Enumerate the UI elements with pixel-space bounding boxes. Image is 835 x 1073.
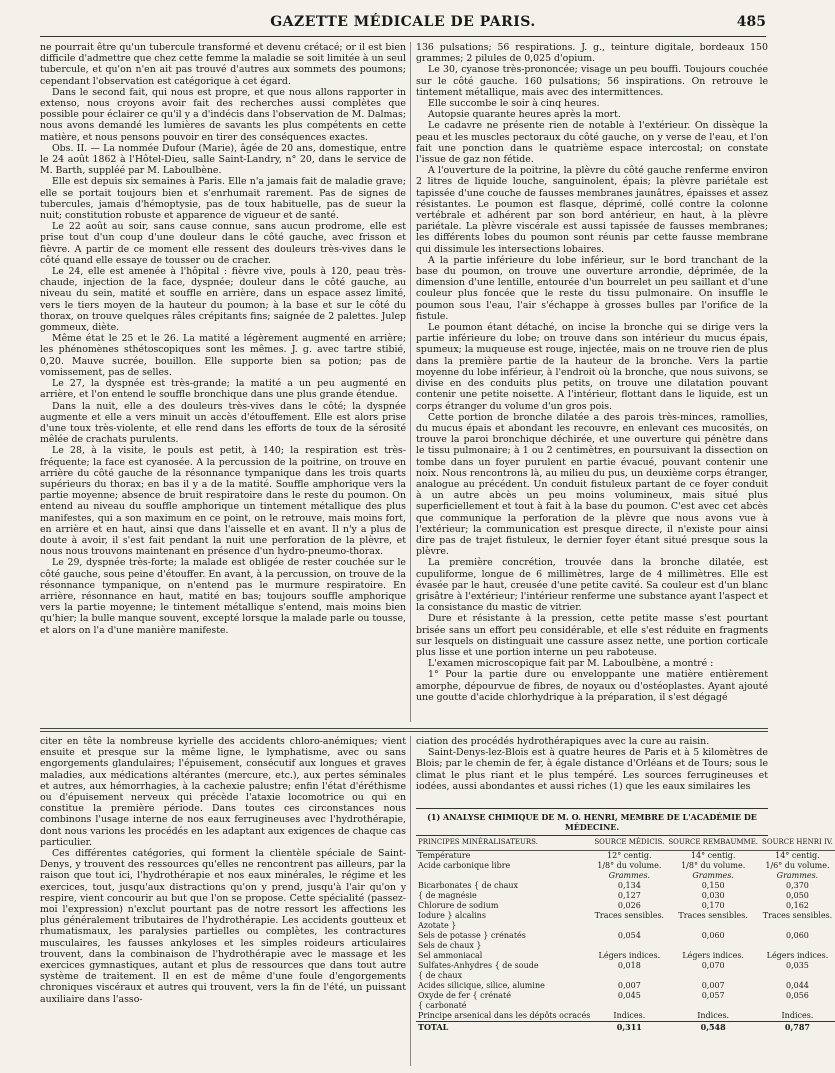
table-cell-value: 0,787 xyxy=(760,1022,835,1033)
table-cell-label: Principe arsenical dans les dépôts ocracés xyxy=(418,1011,591,1020)
paragraph: Le 30, cyanose très-prononcée; visage un peu bouffi. Toujours couchée sur le côté gauche. 160 pulsations; 56 inspirations. On retrouve le tintement métallique, mais avec des intermittences. xyxy=(416,64,768,98)
page-number: 485 xyxy=(736,14,766,30)
table-cell-value: 0,150 xyxy=(701,881,725,890)
table-row xyxy=(416,971,835,981)
table-cell-value: 1/6° du volume. xyxy=(765,861,830,870)
table-cell-value: 0,035 xyxy=(785,961,809,970)
table-row xyxy=(416,861,835,871)
table-cell-value xyxy=(592,1001,666,1011)
column-upper-right xyxy=(416,42,768,722)
paragraph: Le 27, la dyspnée est très-grande; la matité a un peu augmenté en arrière, et l'on entend le souffle bronchique dans une plus grande étendue. xyxy=(40,378,406,401)
column-header: SOURCE HENRI IV. xyxy=(760,838,835,851)
paragraph: A la partie inférieure du lobe inférieur, sur le bord tranchant de la base du poumon, on trouve une ouverture arrondie, déprimée, de la dimension d'une lentille, entourée d'un bourrelet un peu saillant et d'une couleur plus foncée que le reste du tissu pulmonaire. On insuffle le poumon sous l'eau, l'air s'échappe à grosses bulles par l'orifice de la fistule. xyxy=(416,254,768,322)
paragraph: Le 24, elle est amenée à l'hôpital : fièvre vive, pouls à 120, peau très-chaude, injection de la face, dyspnée; douleur dans le côté gauche, au niveau du sein, matité et souffle en arrière, dans un espace assez limité, vers le tiers moyen de la hauteur du poumon; à la base et sur le côté du thorax, on trouve quelques râles crépitants fins; saignée de 2 palettes. Julep gommeux, diète. xyxy=(40,266,406,334)
table-row xyxy=(416,981,835,991)
paragraph: Cette portion de bronche dilatée a des parois très-minces, ramollies, du mucus épais et abondant les recouvre, en enlevant ces mucosités, on trouve la paroi bronchique déchirée, et une ouverture qui pénètre dans le tissu pulmonaire; à 1 ou 2 centimètres, en poursuivant la dissection on tombe dans un foyer purulent en partie évacué, pouvant contenir une noix. Nous rencontrons là, au milieu du pus, un deuxième corps étranger, analogue au précédent. Un conduit fistuleux partant de ce foyer conduit à un autre abcès un peu moins volumineux, mais situé plus superficiellement et tout à fait à la base du poumon. C'est avec cet abcès que communique la perforation de la plèvre que nous avons vue à l'extérieur; la communication est presque directe, il n'existe pour ainsi dire pas de trajet fistuleux, le dernier foyer étant situé presque sous la plèvre. xyxy=(416,411,768,558)
paragraph: ne pourrait être qu'un tubercule transformé et devenu crétacé; or il est bien difficile d'admettre que chez cette femme la maladie se soit limitée à un seul tubercule, et qu'on n'en ait pas trouvé d'autres aux sommets des poumons; cependant l'observation est catégorique à cet égard. xyxy=(40,42,406,87)
table-row xyxy=(416,1011,835,1022)
table-cell-label: { de magnésie xyxy=(418,891,477,900)
table-cell-value: 0,311 xyxy=(592,1022,666,1033)
table-cell-label: Oxyde de fer { crénaté xyxy=(418,991,511,1000)
table-cell-value: Légers indices. xyxy=(766,951,829,960)
table-cell-value: 1/8° du volume. xyxy=(597,861,662,870)
column-lower-left xyxy=(40,736,406,1066)
table-row xyxy=(416,951,835,961)
table-cell-value: 0,057 xyxy=(701,991,725,1000)
table-cell-label: Sulfates-Anhydres { de soude xyxy=(418,961,539,970)
table-cell-value: 14° centig. xyxy=(775,851,820,860)
paragraph: Dure et résistante à la pression, cette petite masse s'est pourtant brisée sans un effort peu considérable, et elle s'est réduite en fragments sur lesquels on distinguait une cassure assez nette, une portion corticale plus lisse et une portion interne un peu raboteuse. xyxy=(416,613,768,658)
table-cell-value: Traces sensibles. xyxy=(762,911,833,920)
table-cell-value xyxy=(666,971,760,981)
table-row xyxy=(416,941,835,951)
table-cell-value xyxy=(592,941,666,951)
paragraph: Le 29, dyspnée très-forte; la malade est obligée de rester couchée sur le côté gauche, sous peine d'étouffer. En avant, à la percussion, on trouve de la résonnance tympanique, on n'entend pas le murmure respiratoire. En arrière, résonnance en haut, matité en bas; toujours souffle amphorique vers la partie moyenne; le tintement métallique s'entend, mais moins bien qu'hier; la bulle manque souvent, excepté lorsque la malade parle ou tousse, et alors on l'a d'une manière manifeste. xyxy=(40,557,406,636)
table-row xyxy=(416,891,835,901)
table-cell-value xyxy=(760,1001,835,1011)
table-cell-value: 0,170 xyxy=(701,901,725,910)
table-row xyxy=(416,901,835,911)
paragraph: 1° Pour la partie dure ou enveloppante une matière entièrement amorphe, dépourvue de fibres, de noyaux ou d'ostéoplastes. Ayant ajouté une goutte d'acide chlorhydrique à la préparation, il s'est dégagé xyxy=(416,669,768,703)
table-row xyxy=(416,851,835,862)
table-cell-label: Température xyxy=(418,851,471,860)
analysis-footnote xyxy=(416,808,833,1066)
paragraph: citer en tête la nombreuse kyrielle des accidents chloro-anémiques; vient ensuite et presque sur la même ligne, le lymphatisme, avec ou sans engorgements glandulaires; l'épuisement, consécutif aux longues et graves maladies, aux médications altérantes (mercure, etc.), aux pertes séminales et autres, aux hémorrhagies, à la cachexie palustre; enfin l'état d'éréthisme ou d'épuisement nerveux qui précède l'ataxie locomotrice ou qui en constitue la première période. Dans toutes ces circonstances nous combinons l'usage interne de nos eaux ferrugineuses avec l'hydrothérapie, dont nous varions les procédés en les adaptant aux exigences de chaque cas particulier. xyxy=(40,736,406,848)
analysis-table xyxy=(416,838,835,1032)
table-row xyxy=(416,871,835,881)
page-header xyxy=(40,14,766,37)
table-cell-value: 0,044 xyxy=(785,981,809,990)
table-row xyxy=(416,881,835,891)
table-row xyxy=(416,921,835,931)
paragraph: Le poumon étant détaché, on incise la bronche qui se dirige vers la partie inférieure du lobe; on trouve dans son intérieur du mucus épais, spumeux; la muqueuse est rouge, injectée, mais on ne trouve rien de plus dans la première partie de la hauteur de la bronche. Vers la partie moyenne du lobe inférieur, à l'endroit où la bronche, que nous suivons, se divise en des conduits plus petits, on trouve une dilatation pouvant contenir une petite noisette. A l'intérieur, flottant dans le liquide, est un corps étranger du volume d'un gros pois. xyxy=(416,322,768,412)
table-cell-value xyxy=(760,971,835,981)
table-cell-value: Indices. xyxy=(613,1011,646,1020)
table-cell-value: Traces sensibles. xyxy=(594,911,665,920)
table-cell-value: 1/8° du volume. xyxy=(681,861,746,870)
table-cell-value: 14° centig. xyxy=(690,851,736,860)
table-cell-value: Légers indices. xyxy=(598,951,661,960)
column-divider xyxy=(410,42,411,722)
paragraph: Même état le 25 et le 26. La matité a légèrement augmenté en arrière; les phénomènes sthétoscopiques sont les mêmes. J. g. avec tartre stibié, 0,20. Mauve sucrée, bouillon. Elle supporte bien sa potion; pas de vomissement, pas de selles. xyxy=(40,333,406,378)
table-cell-value xyxy=(666,1001,760,1011)
table-cell-label: Chlorure de sodium xyxy=(418,901,499,910)
table-cell-value: Légers indices. xyxy=(682,951,744,960)
paragraph: A l'ouverture de la poitrine, la plèvre du côté gauche renferme environ 2 litres de liquide louche, sanguinolent, épais; la plèvre pariétale est tapissée d'une couche de fausses membranes jaunâtres, épaisses et assez résistantes. Le poumon est flasque, déprimé, collé contre la colonne vertébrale et adhérent par son bord antérieur, en haut, à la plèvre pariétale. La plèvre viscérale est aussi tapissée de fausses membranes; les différents lobes du poumon sont réunis par cette fausse membrane qui dissimule les intersections lobaires. xyxy=(416,165,768,255)
table-cell-label: TOTAL xyxy=(416,1022,592,1033)
table-row xyxy=(416,961,835,971)
table-header-row xyxy=(416,838,835,851)
table-cell-label: { carbonaté xyxy=(418,1001,467,1010)
table-cell-value: 0,030 xyxy=(701,891,725,900)
table-cell-value: 0,007 xyxy=(701,981,725,990)
table-cell-value xyxy=(666,921,760,931)
column-header: SOURCE MÉDICIS. xyxy=(592,838,666,851)
paragraph: Obs. II. — La nommée Dufour (Marie), âgée de 20 ans, domestique, entre le 24 août 1862 à l'Hôtel-Dieu, salle Saint-Landry, n° 20, dans le service de M. Barth, suppléé par M. Laboulbène. xyxy=(40,142,406,177)
table-cell-value: Grammes. xyxy=(692,871,734,880)
section-divider xyxy=(40,728,768,732)
table-cell-label: Iodure } alcalins xyxy=(418,911,486,920)
journal-title: GAZETTE MÉDICALE DE PARIS. xyxy=(270,14,536,30)
table-cell-value: 0,060 xyxy=(701,931,725,940)
column-upper-left xyxy=(40,42,406,722)
table-cell-value xyxy=(666,941,760,951)
table-cell-label: Sel ammoniacal xyxy=(418,951,483,960)
paragraph: Elle succombe le soir à cinq heures. xyxy=(428,98,600,110)
table-cell-value: Grammes. xyxy=(608,871,651,880)
column-lower-right xyxy=(416,736,768,804)
table-row xyxy=(416,931,835,941)
table-cell-value: 0,162 xyxy=(785,901,809,910)
table-cell-value: 0,548 xyxy=(666,1022,760,1033)
table-cell-label: Acide carbonique libre xyxy=(418,861,511,870)
table-cell-value: 0,007 xyxy=(617,981,641,990)
table-cell-value: 0,056 xyxy=(785,991,809,1000)
paragraph: Ces différentes catégories, qui forment la clientèle spéciale de Saint-Denys, y trouvent des ressources qu'elles ne rencontrent pas ailleurs, par la raison que tout ici, l'hydrothérapie et nos eaux minérales, le régime et les exercices, tout, jusqu'aux distractions qu'on y prend, jusqu'à l'air qu'on y respire, vient concourir au but que l'on se propose. Cette spécialité (passez-moi l'expression) n'exclut pourtant pas de notre ressort les affections les plus généralement tributaires de l'hydrothérapie. Les accidents goutteux et rhumatismaux, les paralysies partielles ou complètes, les contractures musculaires, les fausses ankyloses et les simples roideurs articulaires trouvent, dans la combinaison de l'hydrothérapie avec le massage et les exercices gymnastiques, autant et plus de ressources que dans tout autre système de traitement. Il en est de même d'une foule d'engorgements chroniques viscéraux et autres qui trouvent, vers la fin de l'été, un puissant auxiliaire dans l'asso- xyxy=(40,848,406,1005)
table-cell-label: Bicarbonates { de chaux xyxy=(418,881,519,890)
table-row xyxy=(416,991,835,1001)
table-cell-label: { de chaux xyxy=(418,971,463,980)
paragraph: La première concrétion, trouvée dans la bronche dilatée, est cupuliforme, longue de 6 millimètres, large de 4 millimètres. Elle est évasée par le haut, creusée d'une petite cavité. Sa couleur est d'un blanc grisâtre à l'extérieur; l'intérieur renferme une substance ayant l'aspect et la consistance du mastic de vitrier. xyxy=(416,557,768,614)
paragraph: Le 28, à la visite, le pouls est petit, à 140; la respiration est très-fréquente; la face est cyanosée. A la percussion de la poitrine, on trouve en arrière du côté gauche de la résonnance tympanique dans les trois quarts supérieurs du thorax; en bas il y a de la matité. Souffle amphorique vers la partie moyenne; absence de bruit respiratoire dans le reste du poumon. On entend au niveau du souffle amphorique un tintement métallique des plus manifestes, qui a son maximum en ce point, on le retrouve, mais moins fort, en arrière et en haut, ainsi que dans l'aisselle et en avant. Il n'y a plus de doute à avoir, il s'est fait pendant la nuit une perforation de la plèvre, et nous nous trouvons maintenant en présence d'un hydro-pneumo-thorax. xyxy=(40,445,406,558)
paragraph: Le 22 août au soir, sans cause connue, sans aucun prodrome, elle est prise tout d'un coup d'une douleur dans le côté gauche, avec frisson et fièvre. A partir de ce moment elle ressent des douleurs très-vives dans le côté quand elle essaye de tousser ou de cracher. xyxy=(40,221,406,266)
table-cell-value: Indices. xyxy=(781,1011,814,1020)
table-cell-value xyxy=(592,971,666,981)
paragraph: Dans la nuit, elle a des douleurs très-vives dans le côté; la dyspnée augmente et elle a vers minuit un accès d'étouffement. Elle est alors prise d'une toux très-violente, et elle rend dans les efforts de toux de la sérosité mêlée de crachats purulents. xyxy=(40,400,406,446)
table-cell-value xyxy=(592,921,666,931)
table-cell-value: 0,050 xyxy=(785,891,809,900)
paragraph: 136 pulsations; 56 respirations. J. g., teinture digitale, bordeaux 150 grammes; 2 pilules de 0,025 d'opium. xyxy=(416,42,768,65)
table-cell-label: Acides silicique, silice, alumine xyxy=(418,981,545,990)
paragraph: Autopsie quarante heures après la mort. xyxy=(428,109,621,121)
table-cell-value: 0,045 xyxy=(617,991,641,1000)
table-cell-value: 0,370 xyxy=(785,881,809,890)
table-cell-value: 0,054 xyxy=(617,931,641,940)
table-row xyxy=(416,911,835,921)
table-cell-value: 0,018 xyxy=(617,961,641,970)
table-cell-value: 0,060 xyxy=(785,931,809,940)
table-cell-label: Sels de chaux } xyxy=(418,941,482,950)
column-header: PRINCIPES MINÉRALISATEURS. xyxy=(416,838,592,851)
table-cell-value: 12° centig. xyxy=(607,851,652,860)
table-cell-label: Sels de potasse } crénatés xyxy=(418,931,526,940)
paragraph: ciation des procédés hydrothérapiques avec la cure au raisin. xyxy=(416,736,710,747)
paragraph: Le cadavre ne présente rien de notable à l'extérieur. On dissèque la peau et les muscles pectoraux du côté gauche, on y verse de l'eau, et l'on fait une ponction dans le quatrième espace intercostal; on constate l'issue de gaz non fétide. xyxy=(416,120,768,166)
table-cell-value: Grammes. xyxy=(776,871,819,880)
table-cell-value: 0,070 xyxy=(701,961,725,970)
table-cell-label: Azotate } xyxy=(418,921,457,930)
table-cell-label xyxy=(416,871,592,881)
paragraph: Elle est depuis six semaines à Paris. Elle n'a jamais fait de maladie grave; elle se portait toujours bien et s'enrhumait rarement. Pas de signes de tubercules, jamais d'hémoptysie, pas de toux habituelle, pas de sueur la nuit; constitution robuste et apparence de vigueur et de santé. xyxy=(40,176,406,222)
paragraph: Saint-Denys-lez-Blois est à quatre heures de Paris et à 5 kilomètres de Blois; par le chemin de fer, à égale distance d'Orléans et de Tours; sous le climat le plus riant et le plus tempéré. Les sources ferrugineuses et iodées, aussi abondantes et aussi riches (1) que les eaux similaires les xyxy=(416,747,768,792)
paragraph: Dans le second fait, qui nous est propre, et que nous allons rapporter in extenso, nous croyons avoir fait des recherches aussi complètes que possible pour éclairer ce qu'il y a d'indécis dans l'observation de M. Dalmas; nous avons demandé les lumières de savants les plus compétents en cette matière, et nous pensons pouvoir en tirer des conséquences exactes. xyxy=(40,86,406,143)
column-header: SOURCE REMBAUMME. xyxy=(666,838,760,851)
table-row xyxy=(416,1001,835,1011)
table-cell-value: 0,026 xyxy=(617,901,641,910)
table-cell-value: 0,134 xyxy=(617,881,641,890)
table-row xyxy=(416,1022,835,1033)
paragraph: L'examen microscopique fait par M. Laboulbène, a montré : xyxy=(428,658,714,670)
table-cell-value xyxy=(760,921,835,931)
table-cell-value: Indices. xyxy=(697,1011,730,1020)
analysis-table-title: (1) ANALYSE CHIMIQUE DE M. O. HENRI, MEMBRE DE L'ACADÉMIE DE MÉDECINE. xyxy=(416,808,768,836)
table-cell-value xyxy=(760,941,835,951)
table-body xyxy=(416,851,835,1033)
column-divider xyxy=(410,736,411,1066)
table-cell-value: Traces sensibles. xyxy=(678,911,748,920)
table-cell-value: 0,127 xyxy=(617,891,641,900)
